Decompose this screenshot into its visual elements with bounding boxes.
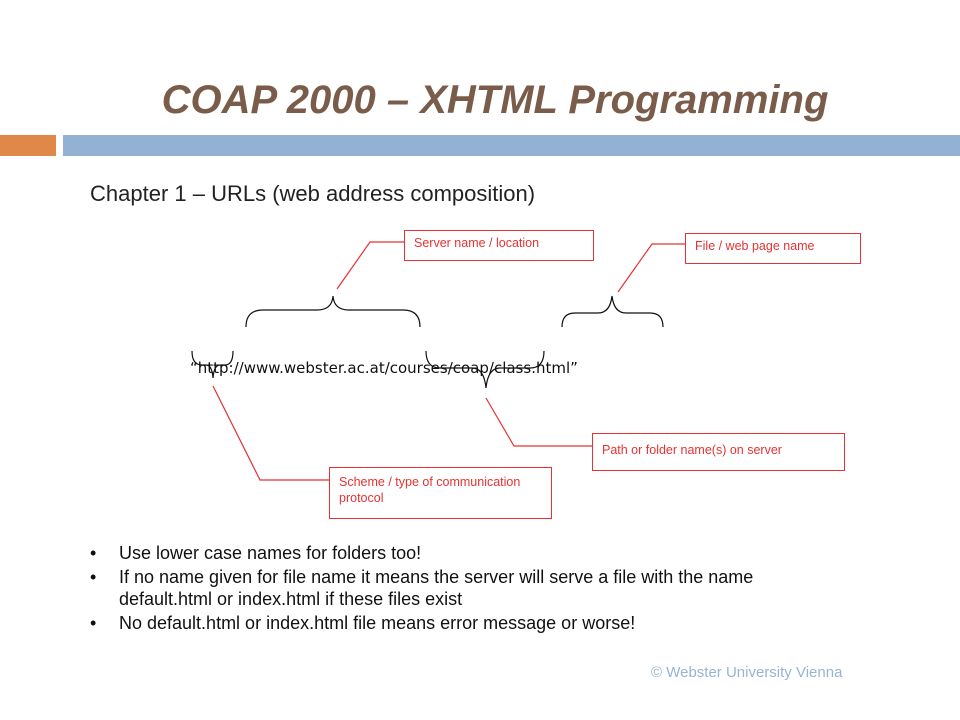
callout-path: Path or folder name(s) on server — [592, 433, 845, 471]
leader-scheme — [213, 386, 329, 480]
bullet-item — [90, 542, 820, 565]
url-example: “http://www.webster.ac.at/courses/coap/class.html” — [190, 359, 578, 377]
brace-server — [246, 296, 420, 327]
leader-file — [618, 244, 685, 292]
brace-file — [562, 296, 663, 327]
slide-title: COAP 2000 – XHTML Programming — [161, 78, 829, 122]
bullet-dot: • — [90, 566, 97, 587]
bullet-item — [90, 612, 820, 635]
leader-path — [486, 398, 592, 446]
bullet-dot: • — [90, 612, 97, 633]
bullet-item — [90, 566, 820, 611]
callout-scheme: Scheme / type of communication protocol — [329, 467, 552, 519]
bullet-text: Use lower case names for folders too! — [119, 543, 422, 563]
footer-copyright: © Webster University Vienna — [651, 664, 843, 681]
bullet-list — [90, 542, 820, 635]
bullet-dot: • — [90, 543, 97, 563]
leader-server — [337, 242, 404, 289]
bullet-text: No default.html or index.html file means error message or worse! — [119, 612, 636, 633]
callout-file-name: File / web page name — [685, 233, 861, 264]
bullet-text: If no name given for file name it means the server will serve a file with the name default.html or index.html if these files exist — [119, 566, 754, 609]
slide-subtitle: Chapter 1 – URLs (web address composition) — [90, 181, 536, 206]
callout-server-name: Server name / location — [404, 230, 594, 261]
